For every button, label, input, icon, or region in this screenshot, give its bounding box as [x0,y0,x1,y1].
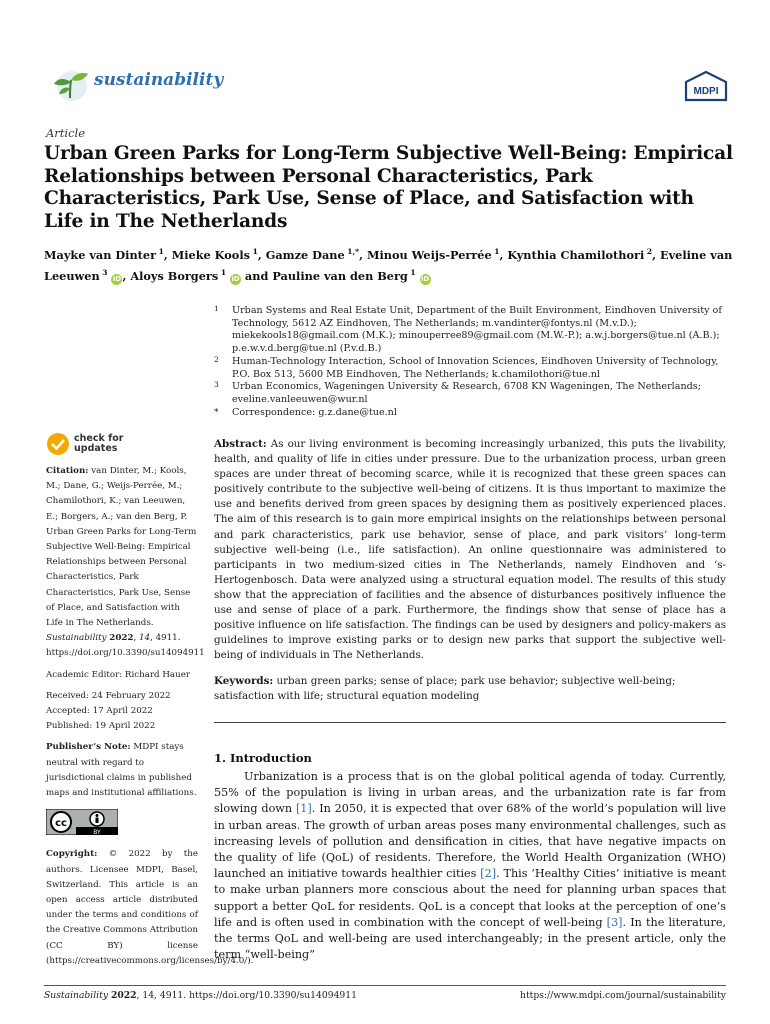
citation-label: Citation: [46,466,89,476]
published-date: Published: 19 April 2022 [46,721,156,732]
abstract [214,437,726,663]
author-name[interactable]: Eveline van Leeuwen [44,247,733,283]
abstract-text: As our living environment is becoming increasingly urbanized, this puts the livability, health, and quality of life in cities under pressure. Due to the urbanization process, urban green spaces are under threat of becoming scarce, while it is recognized that these green spaces can positively contribute to the subjective well-being of citizens. It is thus important to maximize the use and benefits derived from green spaces by designing them as positively experienced places. The aim of this research is to gain more empirical insights on the relationships between personal and park characteristics, park use behavior, sense of place, and park visitors’ long-term subjective well-being (i.e., life satisfaction). An online questionnaire was administered to participants in two medium-sized cities in The Netherlands, namely Eindhoven and ‘s-Hertogenbosch. Data were analyzed using a structural equation model. The results of this study show that the appreciation of facilities and the absence of disturbances positively influence the use and sense of place of a park. Furthermore, the findings show that sense of place has a positive influence on life satisfaction. The findings can be used by designers and policy-makers as guidelines to improve existing parks or to design new parks that support the subjective well-being of individuals in The Netherlands. [214,438,726,662]
author-list [44,243,734,285]
reference-link[interactable]: [1] [295,802,312,816]
keywords-text: urban green parks; sense of place; park use behavior; subjective well-being; satisfaction with life; structural equation modeling [214,675,676,703]
mdpi-logo-text: MDPI [693,86,719,97]
orcid-icon[interactable]: iD [231,274,240,283]
author-name[interactable]: Minou Weijs-Perrée [366,247,492,262]
author-name[interactable]: Mayke van Dinter [44,247,157,262]
dates-block [46,689,198,735]
article-title: Urban Green Parks for Long-Term Subjective Well-Being: Empirical Relationships between Personal Characteristics, Park Characteristics, Park Use, Sense of Place, and Satisfaction with Life in The Netherlands [44,143,733,232]
publisher-note [46,740,198,801]
introduction-paragraph [214,769,726,963]
copyright-label: Copyright: [46,849,98,860]
affiliation-item [214,305,734,356]
check-updates-line-2: updates [74,443,118,454]
cc-by-badge-icon[interactable] [46,809,118,835]
abstract-label: Abstract: [214,438,267,450]
accepted-date: Accepted: 17 April 2022 [46,706,153,717]
plant-sprout-icon [48,64,92,104]
author-affiliation-sup: 1 [249,247,258,256]
publisher-note-text: MDPI stays neutral with regard to jurisdictional claims in published maps and institutional affiliations. [46,742,197,799]
affiliation-text: Urban Economics, Wageningen University & Research, 6708 KN Wageningen, The Netherlands; eveline.vanleeuwen@wur.nl [232,381,701,405]
footer-year: 2022 [110,990,137,1001]
author-separator: and [241,268,273,283]
author-name[interactable]: Gamze Dane [265,247,345,262]
check-for-updates-button[interactable] [46,430,198,458]
article-type-label: Article [46,126,86,140]
author-separator: , [122,268,131,283]
affiliation-text: Urban Systems and Real Estate Unit, Department of the Built Environment, Eindhoven University of Technology, 5612 AZ Eindhoven, The Netherlands; m.vandinter@fontys.nl (M.v.D.); miekekools18@gmail.com (M.K.); minouperree89@gmail.com (M.W.-P.); a.w.j.borgers@tue.nl (A.B.); p.e.w.v.d.berg@tue.nl (P.v.d.B.) [232,305,722,355]
author-affiliation-sup: 3 [99,267,108,277]
journal-header [44,64,730,108]
orcid-icon[interactable]: iD [420,274,430,283]
check-updates-label [74,434,123,454]
affiliation-item [214,407,734,420]
copyright-block [46,847,254,969]
footer-journal: Sustainability [44,990,109,1001]
author-affiliation-sup: 1 [491,247,500,256]
author-affiliation-sup: 2 [644,247,653,256]
affiliation-number: 3 [214,380,219,390]
check-updates-icon [46,432,70,456]
reference-link[interactable]: [2] [480,867,497,881]
affiliation-number: 1 [214,304,219,313]
orcid-icon[interactable]: iD [112,274,122,283]
citation-block: Citation: van Dinter, M.; Kools, M.; Dane, G.; Weijs-Perrée, M.; Chamilothori, K.; van Leeuwen, E.; Borgers, A.; van den Berg, P. Urban Green Parks for Long-Term Subjective Well-Being: Empirical Relationships between Personal Characteristics, Park Characteristics, Park Use, Sense of Place, and Satisfaction with Life in The Netherlands. Sustainability 2022, 14, 4911. https://doi.org/10.3390/su14094911 [46,466,205,659]
paragraph-text: . In 2050, it is expected that over 68% of the world’s population will live in urban areas. The growth of urban areas poses many environmental challenges, such as increasing levels of pollution and densification in cities, that have negative impacts on the quality of life (QoL) of residents. Therefore, the World Health Organization (WHO) launched an initiative towards healthier cities [214,802,726,881]
citation-year: 2022 [109,633,134,644]
reference-link[interactable]: [3] [606,915,623,929]
affiliation-item [214,356,734,381]
author-name[interactable]: Kynthia Chamilothori [507,247,645,262]
keywords-label: Keywords: [214,675,274,687]
affiliation-item [214,381,734,406]
footer-doi[interactable]: , 14, 4911. https://doi.org/10.3390/su14094911 [136,990,357,1001]
keywords [214,674,726,704]
footer-divider [44,985,726,986]
cc-by-text: BY [93,829,101,836]
received-date: Received: 24 February 2022 [46,690,171,701]
affiliations [214,305,734,419]
author-name[interactable]: Aloys Borgers [130,268,219,283]
section-heading: 1. Introduction [214,751,312,765]
paragraph-text: . This ‘Healthy Cities’ initiative is meant to make urban planners more conscious about the need for planning urban spaces that support a better QoL for residents. QoL is a concept that looks at the perception of one’s life and is often used in combination with the concept of well-being [214,867,726,929]
citation-journal: Sustainability [46,633,107,644]
author-name[interactable]: Mieke Kools [171,247,250,262]
copyright-text: © 2022 by the authors. Licensee MDPI, Basel, Switzerland. This article is an open access article distributed under the terms and conditions of the Creative Commons Attribution (CC BY) license (https://creativecommons.org/licenses/by/4.0/). [46,849,254,966]
mdpi-logo[interactable] [682,70,730,104]
author-affiliation-sup: 1 [407,267,416,277]
author-affiliation-sup: 1,* [344,247,360,256]
academic-editor: Academic Editor: Richard Hauer [46,669,190,680]
author-separator: , [359,247,367,262]
check-updates-line-1: check for [74,433,124,444]
affiliation-text: Correspondence: g.z.dane@tue.nl [232,406,397,418]
paragraph-text: Urbanization is a process that is on the global political agenda of today. Currently, 55% of the population is living in urban areas, and the urbanization rate is far from slowing down [214,770,726,816]
divider [214,722,726,723]
footer-journal-url[interactable]: https://www.mdpi.com/journal/sustainability [520,990,726,1001]
affiliation-number: 2 [214,354,219,364]
journal-name[interactable]: sustainability [94,70,224,90]
affiliation-text: Human-Technology Interaction, School of Innovation Sciences, Eindhoven University of Technology, P.O. Box 513, 5600 MB Eindhoven, The Netherlands; k.chamilothori@tue.nl [232,355,719,380]
paragraph-text: . In the literature, the terms QoL and well-being are used interchangeably; in the present article, only the term “well-being” [214,915,726,962]
affiliation-number: * [214,407,219,418]
author-affiliation-sup: 1 [218,267,227,277]
citation-text: van Dinter, M.; Kools, M.; Dane, G.; Weijs-Perrée, M.; Chamilothori, K.; van Leeuwen, E.; Borgers, A.; van den Berg, P. Urban Green Parks for Long-Term Subjective Well-Being: Empirical Relationships between Personal Characteristics, Park Characteristics, Park Use, Sense of Place, and Satisfaction with Life in The Netherlands. [46,466,197,629]
publisher-note-label: Publisher’s Note: [46,742,131,753]
author-separator: , [499,247,508,262]
author-separator: , [652,247,660,262]
citation-doi[interactable]: , 4911. https://doi.org/10.3390/su14094911 [46,633,205,659]
author-separator: , [257,247,266,262]
footer-citation [44,990,357,1001]
author-affiliation-sup: 1 [156,247,164,256]
author-separator: , [163,247,172,262]
author-name[interactable]: Pauline van den Berg [272,268,408,283]
citation-volume: 14 [139,633,151,644]
svg-text:cc: cc [55,818,67,830]
